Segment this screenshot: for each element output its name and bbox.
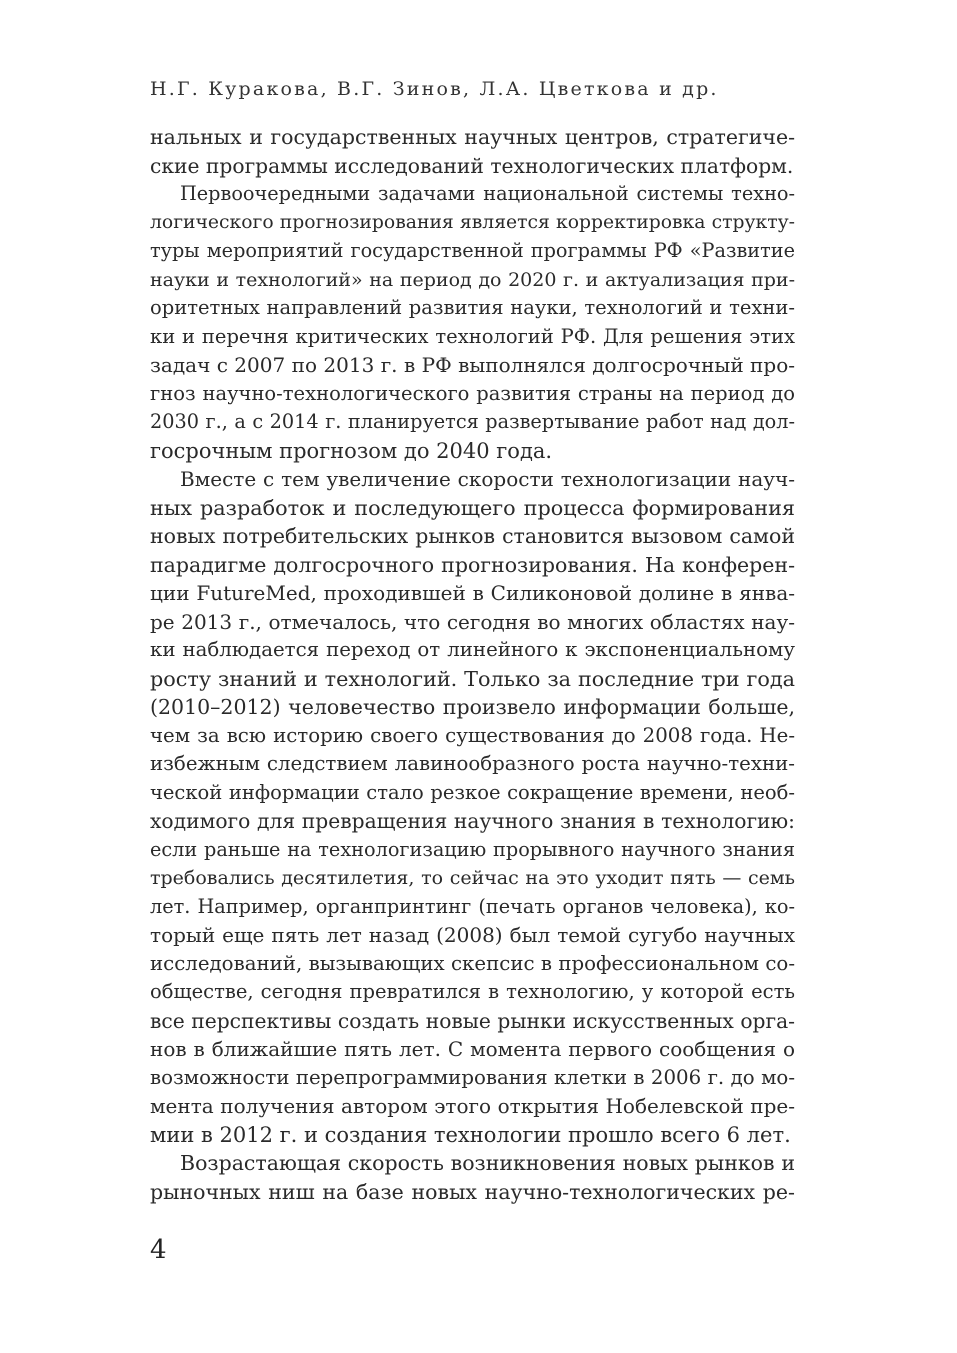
body-text (150, 123, 795, 1206)
text-line: ходимого для превращения научного знания в технологию: (150, 809, 795, 833)
text-line: Возрастающая скорость возникновения новых рынков и (180, 1151, 795, 1175)
text-line: ции FutureMed, проходившей в Силиконовой долине в янва- (150, 581, 795, 605)
text-line: исследований, вызывающих скепсис в профессиональном со- (150, 951, 795, 975)
text-line: ки наблюдается переход от линейного к экспоненциальному (150, 638, 795, 661)
text-line: (2010–2012) человечество произвело информации больше, (150, 695, 795, 719)
text-line: ки и перечня критических технологий РФ. Для решения этих (150, 324, 795, 348)
text-line: ре 2013 г., отмечалось, что сегодня во многих областях нау- (150, 609, 795, 634)
text-line: логического прогнозирования является корректировка структу- (150, 211, 795, 233)
text-line: все перспективы создать новые рынки искусственных орга- (150, 1008, 795, 1033)
text-line: госрочным прогнозом до 2040 года. (150, 438, 553, 463)
text-line: науки и технологий» на период до 2020 г. и актуализация при- (150, 268, 795, 291)
page-number: 4 (150, 1235, 167, 1265)
text-line: оритетных направлений развития науки, технологий и техни- (150, 296, 795, 319)
text-line: нальных и государственных научных центров, стратегиче- (150, 125, 795, 149)
text-line: торый еще пять лет назад (2008) был темой сугубо научных (150, 923, 795, 947)
text-line: росту знаний и технологий. Только за последние три года (150, 666, 795, 691)
text-line: обществе, сегодня превратился в технологию, у которой есть (150, 980, 795, 1003)
text-line: ных разработок и последующего процесса формирования (150, 495, 795, 520)
text-line: требовались десятилетия, то сейчас на это уходит пять — семь (150, 867, 795, 889)
text-line: если раньше на технологизацию прорывного научного знания (150, 837, 795, 861)
text-line: рыночных ниш на базе новых научно-технологических ре- (150, 1179, 795, 1204)
text-line: Вместе с тем увеличение скорости технологизации науч- (180, 467, 795, 491)
text-line: возможности перепрограммирования клетки в 2006 г. до мо- (150, 1065, 795, 1089)
text-line: Первоочередными задачами национальной системы техно- (180, 182, 795, 205)
text-line: нов в ближайшие пять лет. С момента первого сообщения о (150, 1037, 795, 1061)
text-line: туры мероприятий государственной программы РФ «Развитие (150, 239, 795, 262)
text-line: ские программы исследований технологических платформ. (150, 153, 794, 178)
text-line: ческой информации стало резкое сокращение времени, необ- (150, 780, 795, 804)
text-line: новых потребительских рынков становится вызовом самой (150, 524, 795, 548)
text-line: 2030 г., а с 2014 г. планируется развертывание работ над дол- (150, 410, 795, 433)
text-line: гноз научно-технологического развития страны на период до (150, 381, 795, 405)
text-line: задач с 2007 по 2013 г. в РФ выполнялся долгосрочный про- (150, 353, 795, 377)
running-head: Н.Г. Куракова, В.Г. Зинов, Л.А. Цветкова и др. (150, 78, 719, 100)
text-line: мии в 2012 г. и создания технологии прошло всего 6 лет. (150, 1122, 791, 1147)
text-line: чем за всю историю своего существования до 2008 года. Не- (150, 723, 795, 747)
text-line: избежным следствием лавинообразного роста научно-техни- (150, 752, 795, 775)
text-line: лет. Например, органпринтинг (печать органов человека), ко- (150, 894, 795, 918)
text-line: парадигме долгосрочного прогнозирования. На конферен- (150, 552, 795, 577)
text-line: мента получения автором этого открытия Нобелевской пре- (150, 1094, 795, 1118)
